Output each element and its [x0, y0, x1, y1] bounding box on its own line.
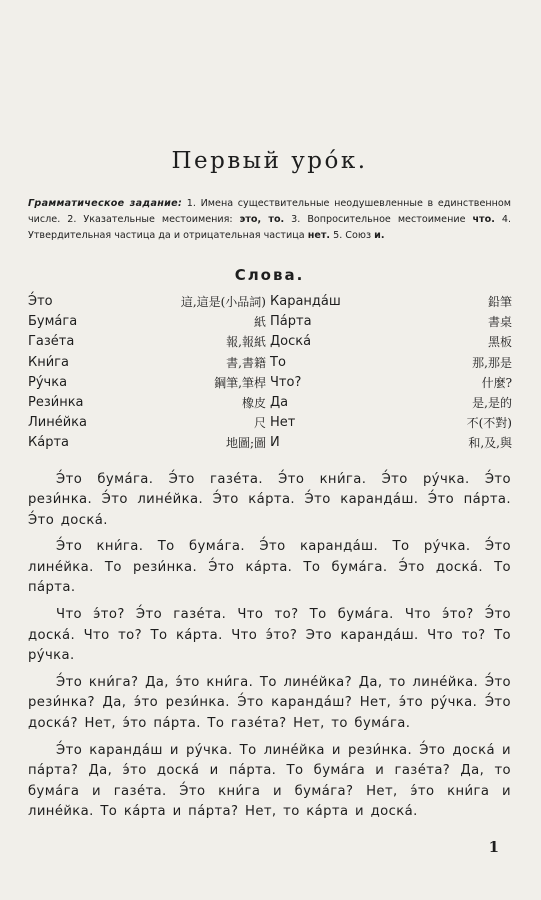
vocabulary-table: [28, 292, 511, 454]
vocab-row: [270, 292, 512, 312]
vocab-chinese: 這,這是(小品詞): [180, 295, 266, 309]
vocab-chinese: 書,書籍: [226, 355, 266, 370]
vocab-row: [270, 353, 512, 373]
text-paragraph: Э́то кни́га. То бума́га. Э́то каранда́ш. То ру́чка. Э́то лине́йка. То рези́нка. Э́то ка́рта. То бума́га. Э́то доска́. То па́рта.: [28, 539, 511, 596]
vocab-chinese: 黑板: [487, 335, 512, 350]
vocab-russian: Нет: [270, 415, 296, 431]
assignment-keyword: нет.: [307, 230, 331, 241]
text-paragraph: Что э́то? Э́то газе́та. Что то? То бума́га. Что э́то? Э́то доска́. Что то? То ка́рта. Что э́то? Это каранда́ш. Что то? То ру́чка.: [28, 607, 511, 664]
vocab-row: [270, 312, 512, 332]
vocabulary-column-right: [270, 292, 512, 454]
assignment-keyword: это, то.: [239, 214, 285, 225]
text-paragraph: Э́то кни́га? Да, э́то кни́га. То лине́йка? Да, то лине́йка. Э́то рези́нка? Да, э́то рези́нка. Э́то каранда́ш? Нет, э́то ру́чка. Э́то доска́? Нет, э́то па́рта. То газе́та? Нет, то бума́га.: [28, 674, 511, 732]
vocab-russian: Доска́: [270, 334, 312, 350]
vocab-chinese: 橡皮: [241, 395, 266, 410]
vocab-chinese: 紙: [253, 315, 266, 330]
vocab-row: [28, 312, 270, 332]
vocab-chinese: 書桌: [487, 315, 512, 330]
vocab-chinese: 鋼筆,筆桿: [214, 375, 266, 390]
vocab-chinese: 不(不對): [466, 416, 512, 431]
assignment-text: 4. Утвердительная частица да и отрицательная частица: [28, 214, 511, 241]
vocab-russian: Каранда́ш: [270, 294, 341, 309]
vocab-chinese: 地圖;圖: [225, 436, 266, 451]
vocab-chinese: 是,是的: [472, 395, 512, 410]
vocab-row: [28, 413, 270, 433]
vocab-russian: И: [270, 435, 280, 451]
vocab-russian: Па́рта: [270, 314, 312, 330]
text-paragraph: Э́то бума́га. Э́то газе́та. Э́то кни́га. Э́то ру́чка. Э́то рези́нка. Э́то лине́йка. Э́то ка́рта. Э́то каранда́ш. Э́то па́рта. Э́то доска́.: [28, 471, 511, 528]
assignment-keyword: что.: [472, 214, 495, 225]
reading-text: [28, 470, 511, 824]
vocab-russian: Лине́йка: [28, 415, 87, 431]
vocab-row: [28, 353, 270, 373]
vocab-russian: Что?: [270, 374, 302, 390]
vocab-chinese: 和,及,與: [468, 436, 512, 451]
vocab-row: [28, 332, 270, 352]
vocab-row: [270, 433, 512, 453]
vocab-row: [270, 373, 512, 393]
assignment-label: Грамматическое задание:: [28, 198, 183, 209]
vocab-chinese: 那,那是: [472, 355, 512, 370]
vocab-russian: Кни́га: [28, 354, 69, 370]
assignment-text: 1. Имена существительные неодушевленные в единственном числе. 2. Указательные местоимения:: [28, 198, 511, 225]
assignment-keyword: и.: [374, 230, 385, 241]
vocabulary-column-left: [28, 292, 270, 454]
vocab-russian: Да: [270, 394, 289, 410]
vocab-chinese: 鉛筆: [487, 295, 512, 309]
vocab-russian: Рези́нка: [28, 394, 84, 410]
vocab-russian: Газе́та: [28, 334, 75, 350]
vocab-russian: Ру́чка: [28, 374, 68, 390]
vocab-chinese: 尺: [253, 416, 266, 431]
vocab-russian: Ка́рта: [28, 435, 69, 451]
text-paragraph: Э́то каранда́ш и ру́чка. То лине́йка и рези́нка. Э́то доска́ и па́рта? Да, э́то доска́ и па́рта. То бума́га и газе́та? Да, то бума́га и газе́та. Э́то кни́га и бума́га? Нет, э́то кни́га и лине́йка. То ка́рта и па́рта? Нет, то ка́рта и доска́.: [28, 742, 511, 820]
vocab-row: [270, 413, 512, 433]
assignment-text: 3. Вопросительное местоимение: [284, 214, 473, 225]
page-number: 1: [488, 838, 499, 856]
vocab-row: [28, 393, 270, 413]
vocab-chinese: 報,報紙: [226, 335, 266, 350]
vocab-row: [28, 292, 270, 312]
grammar-assignment: [28, 196, 511, 244]
vocab-row: [270, 332, 512, 352]
assignment-text: 5. Союз: [330, 230, 375, 241]
vocab-chinese: 什麼?: [481, 375, 512, 390]
vocab-row: [28, 373, 270, 393]
vocab-row: [28, 433, 270, 453]
vocab-russian: Э́то: [28, 294, 53, 309]
vocab-row: [270, 393, 512, 413]
words-heading: Слова.: [234, 266, 305, 284]
lesson-title: Первый уро́к.: [171, 148, 368, 174]
vocab-russian: То: [270, 354, 286, 370]
vocab-russian: Бума́га: [28, 314, 78, 330]
